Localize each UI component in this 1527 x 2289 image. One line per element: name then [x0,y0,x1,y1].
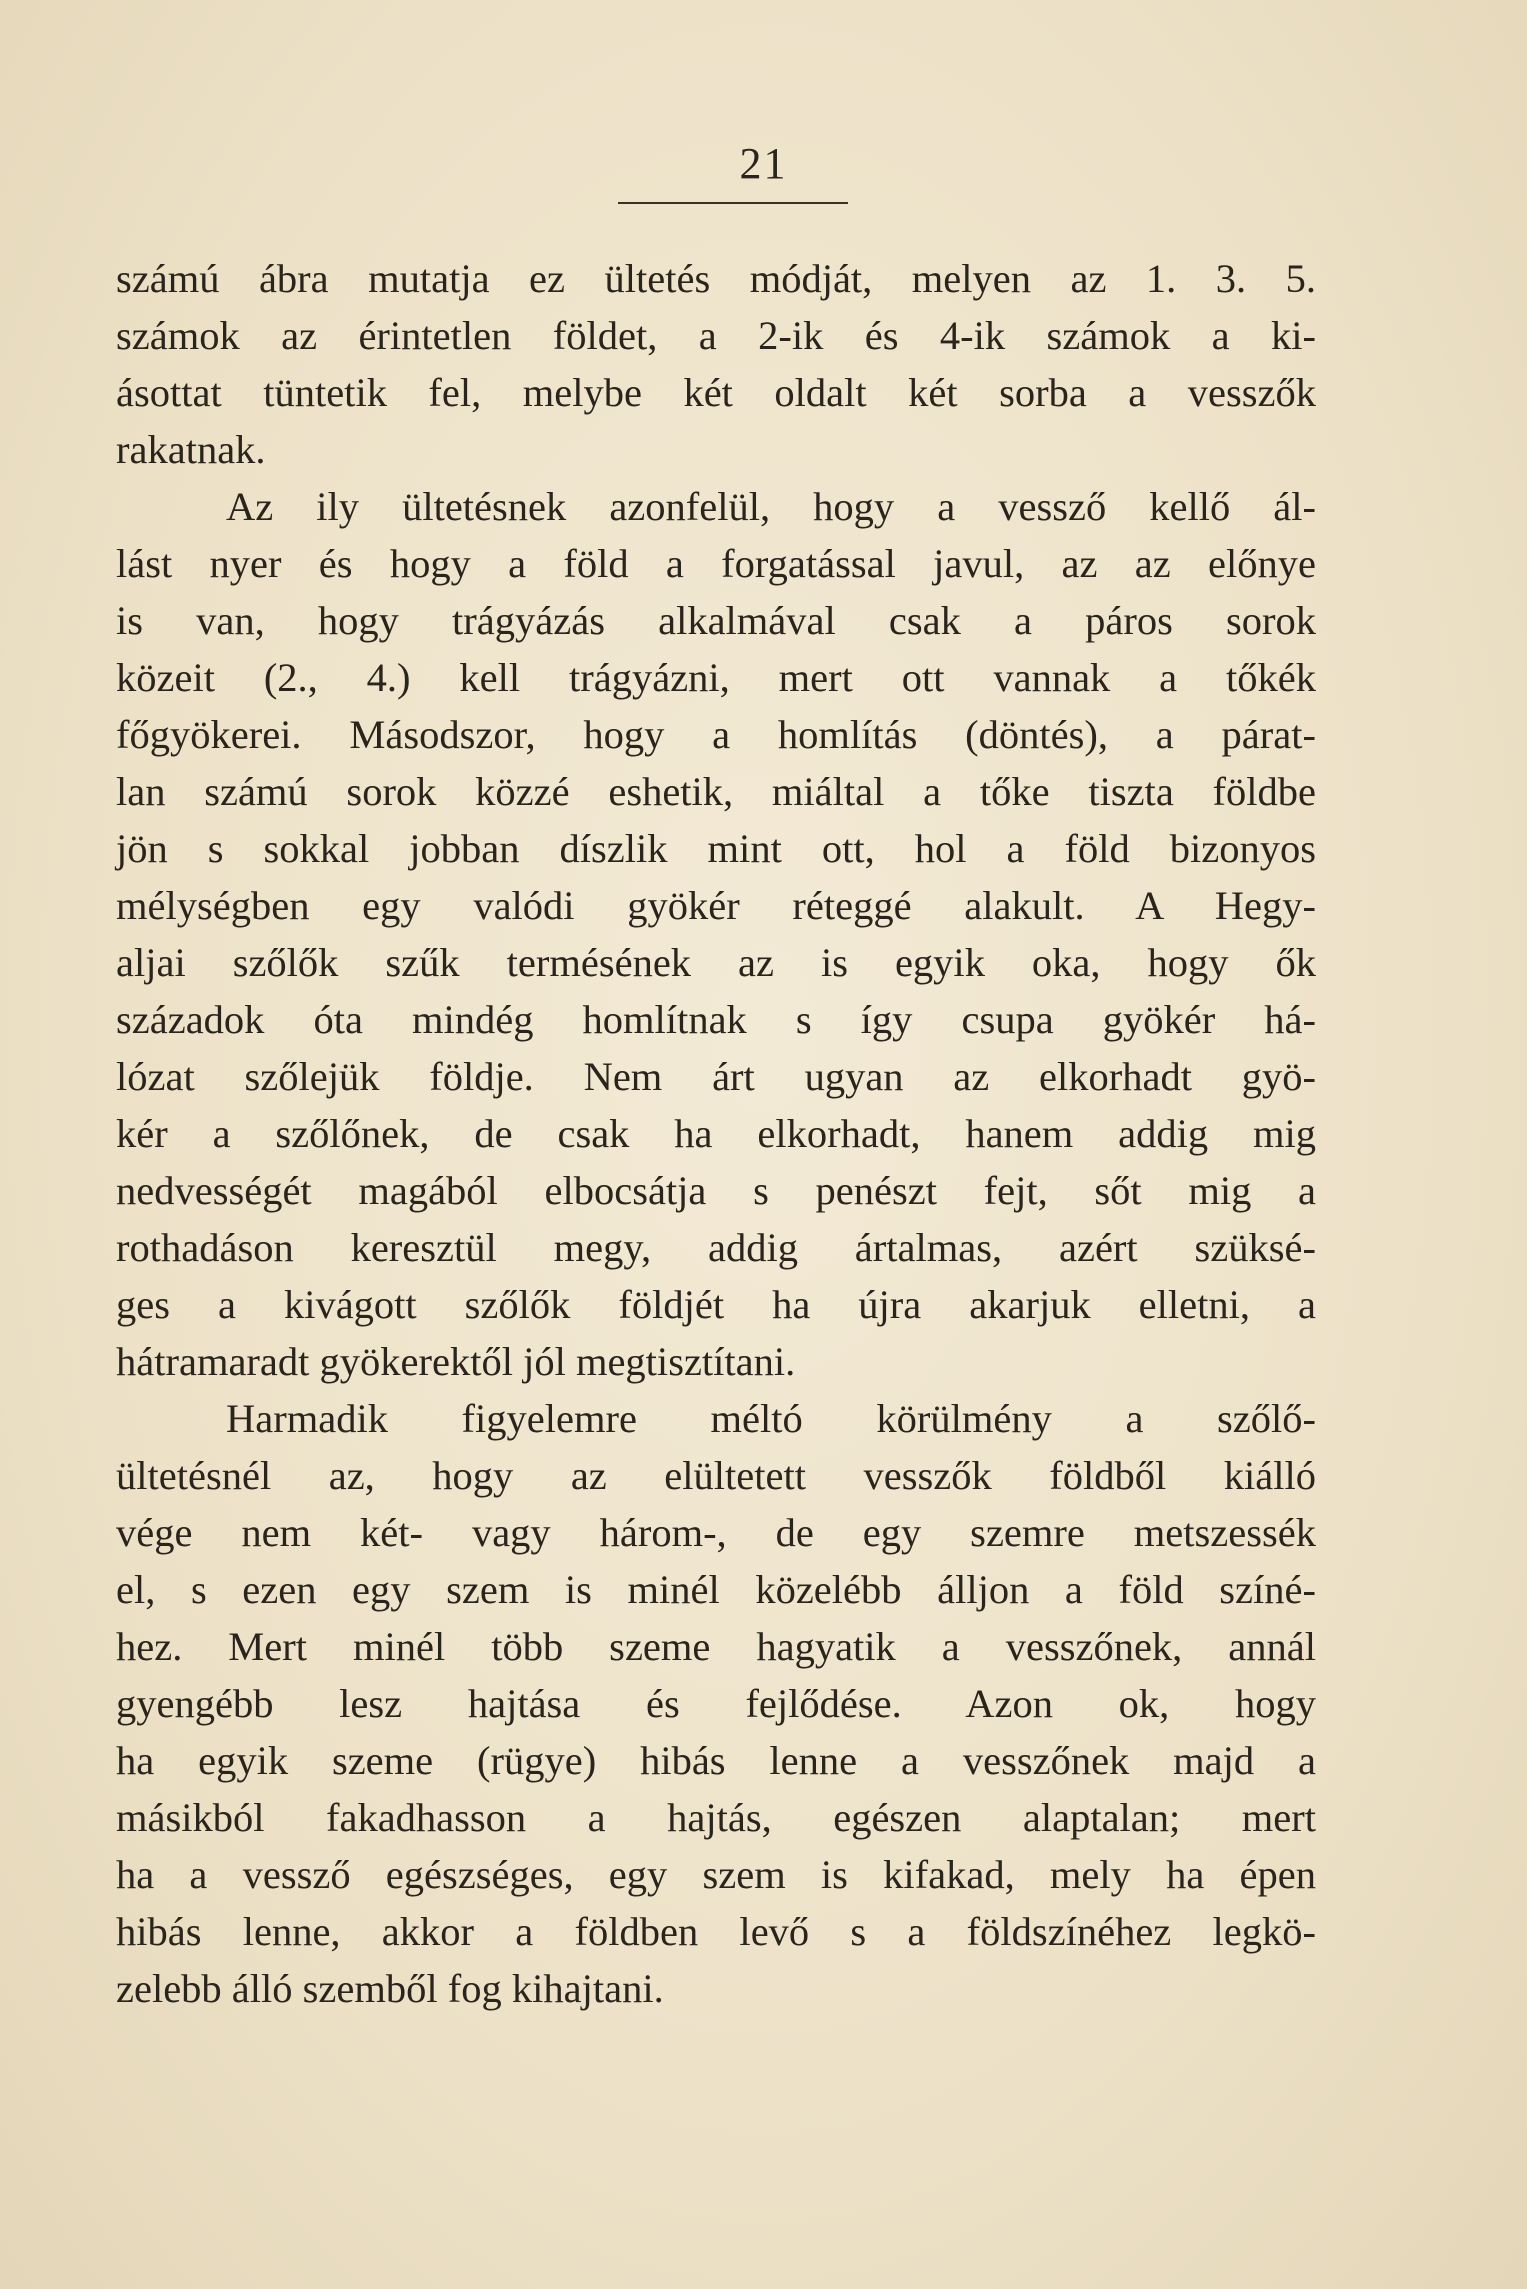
text-line: hátramaradt gyökerektől jól megtisztítani. [116,1339,796,1384]
text-line: ha a vessző egészséges, egy szem is kifakad, mely ha épen [116,1852,1316,1897]
body-text [116,250,1316,2017]
text-line: kér a szőlőnek, de csak ha elkorhadt, hanem addig mig [116,1111,1316,1156]
text-line: számú ábra mutatja ez ültetés módját, melyen az 1. 3. 5. [116,256,1316,301]
text-line: hez. Mert minél több szeme hagyatik a vesszőnek, annál [116,1624,1316,1669]
text-line: vége nem két- vagy három-, de egy szemre metszessék [116,1510,1316,1555]
text-line: főgyökerei. Másodszor, hogy a homlítás (döntés), a párat- [116,712,1316,757]
header-rule [618,202,848,204]
text-line: nedvességét magából elbocsátja s penészt fejt, sőt mig a [116,1168,1316,1213]
text-line: lan számú sorok közzé eshetik, miáltal a tőke tiszta földbe [116,769,1316,814]
text-line: számok az érintetlen földet, a 2-ik és 4-ik számok a ki- [116,313,1316,358]
text-line: lózat szőlejük földje. Nem árt ugyan az elkorhadt gyö- [116,1054,1316,1099]
text-line: gyengébb lesz hajtása és fejlődése. Azon ok, hogy [116,1681,1316,1726]
text-line: el, s ezen egy szem is minél közelébb álljon a föld színé- [116,1567,1316,1612]
text-line: lást nyer és hogy a föld a forgatással javul, az az előnye [116,541,1316,586]
text-line: mélységben egy valódi gyökér réteggé alakult. A Hegy- [116,883,1316,928]
text-line: ges a kivágott szőlők földjét ha újra akarjuk elletni, a [116,1282,1316,1327]
text-line: rakatnak. [116,427,266,472]
text-line: jön s sokkal jobban díszlik mint ott, hol a föld bizonyos [116,826,1316,871]
text-line: másikból fakadhasson a hajtás, egészen alaptalan; mert [116,1795,1316,1840]
text-line: ültetésnél az, hogy az elültetett vesszők földből kiálló [116,1453,1316,1498]
text-line: századok óta mindég homlítnak s így csupa gyökér há- [116,997,1316,1042]
text-line: aljai szőlők szűk termésének az is egyik oka, hogy ők [116,940,1316,985]
text-line: hibás lenne, akkor a földben levő s a földszínéhez legkö- [116,1909,1316,1954]
text-line: rothadáson keresztül megy, addig ártalmas, azért szüksé- [116,1225,1316,1270]
text-line: közeit (2., 4.) kell trágyázni, mert ott vannak a tőkék [116,655,1316,700]
page-number: 21 [739,139,788,188]
text-line: Az ily ültetésnek azonfelül, hogy a vessző kellő ál- [226,484,1316,529]
text-line: is van, hogy trágyázás alkalmával csak a páros sorok [116,598,1316,643]
text-line: Harmadik figyelemre méltó körülmény a szőlő- [226,1396,1316,1441]
text-line: ásottat tüntetik fel, melybe két oldalt két sorba a vesszők [116,370,1316,415]
text-line: zelebb álló szemből fog kihajtani. [116,1966,664,2011]
text-line: ha egyik szeme (rügye) hibás lenne a vesszőnek majd a [116,1738,1316,1783]
